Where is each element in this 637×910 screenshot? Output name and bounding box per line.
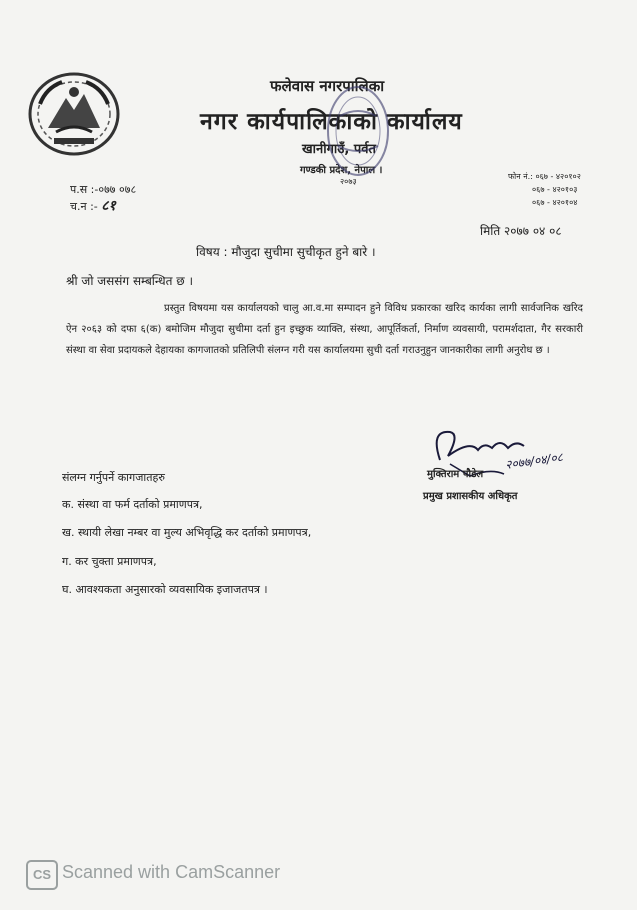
attachment-item: घ. आवश्यकता अनुसारको व्यवसायिक इजाजतपत्र ।	[62, 583, 268, 596]
phone-block	[508, 170, 581, 209]
established-year: २०७३	[340, 177, 357, 186]
signature-date: २०७७/०४/०८	[504, 450, 564, 472]
letter-recipient: श्री जो जससंग सम्बन्धित छ ।	[66, 274, 194, 288]
camscanner-logo-icon: CS	[26, 860, 58, 890]
letter-date: मिति २०७७ ०४ ०८	[480, 224, 562, 238]
attachments-title: संलग्न गर्नुपर्ने कागजातहरु	[62, 471, 165, 484]
municipality-name: फलेवास नगरपालिका	[270, 77, 385, 95]
phone-2: ०६७ - ४२०१०३	[532, 185, 578, 194]
office-name: नगर कार्यपालिकाको कार्यालय	[200, 109, 463, 135]
province-text: गण्डकी प्रदेश, नेपाल ।	[300, 165, 383, 176]
camscanner-watermark: Scanned with CamScanner	[62, 862, 281, 882]
chalani-label: च.न :-	[70, 200, 98, 213]
reference-block	[70, 181, 136, 215]
attachment-item: ख. स्थायी लेखा नम्बर वा मुल्य अभिवृद्धि कर दर्ताको प्रमाणपत्र,	[62, 526, 312, 539]
attachment-item: ग. कर चुक्ता प्रमाणपत्र,	[62, 555, 157, 568]
signatory-name: मुक्तिराम पौडेल	[427, 469, 484, 480]
phone-1: फोन नं.: ०६७ - ४२०१०२	[508, 172, 581, 181]
letter-subject: विषय : मौजुदा सुचीमा सुचीकृत हुने बारे ।	[196, 245, 376, 259]
attachment-item: क. संस्था वा फर्म दर्ताको प्रमाणपत्र,	[62, 498, 203, 511]
office-stamp-icon	[318, 76, 398, 186]
chalani-value: ८१	[101, 198, 116, 214]
patra-sankhya: प.स :-०७७ ०७८	[70, 183, 137, 196]
office-location: खानीगाउँ, पर्वत	[302, 142, 376, 157]
nepal-emblem-icon	[26, 70, 122, 158]
signatory-title: प्रमुख प्रशासकीय अधिकृत	[423, 491, 518, 502]
phone-3: ०६७ - ४२०१०४	[532, 198, 578, 207]
letter-body: प्रस्तुत विषयमा यस कार्यालयको चालु आ.व.मा सम्पादन हुने विविध प्रकारका खरिद कार्यका लागी सार्वजनिक खरिद ऐन २०६३ को दफा ६(क) बमोजिम मौजुदा सुचीमा दर्ता हुन इच्छुक व्याक्ति, संस्था, आपूर्तिकर्ता, निर्माण व्यवसायी, परामर्शदाता, गैर सरकारी संस्था वा सेवा प्रदायकले देहायका कागजातको प्रतिलिपी संलग्न गरी यस कार्यालयमा सुची दर्ता गराउनुहुन जानकारीका लागी अनुरोध छ ।	[66, 303, 583, 356]
chalani-number	[70, 198, 136, 215]
